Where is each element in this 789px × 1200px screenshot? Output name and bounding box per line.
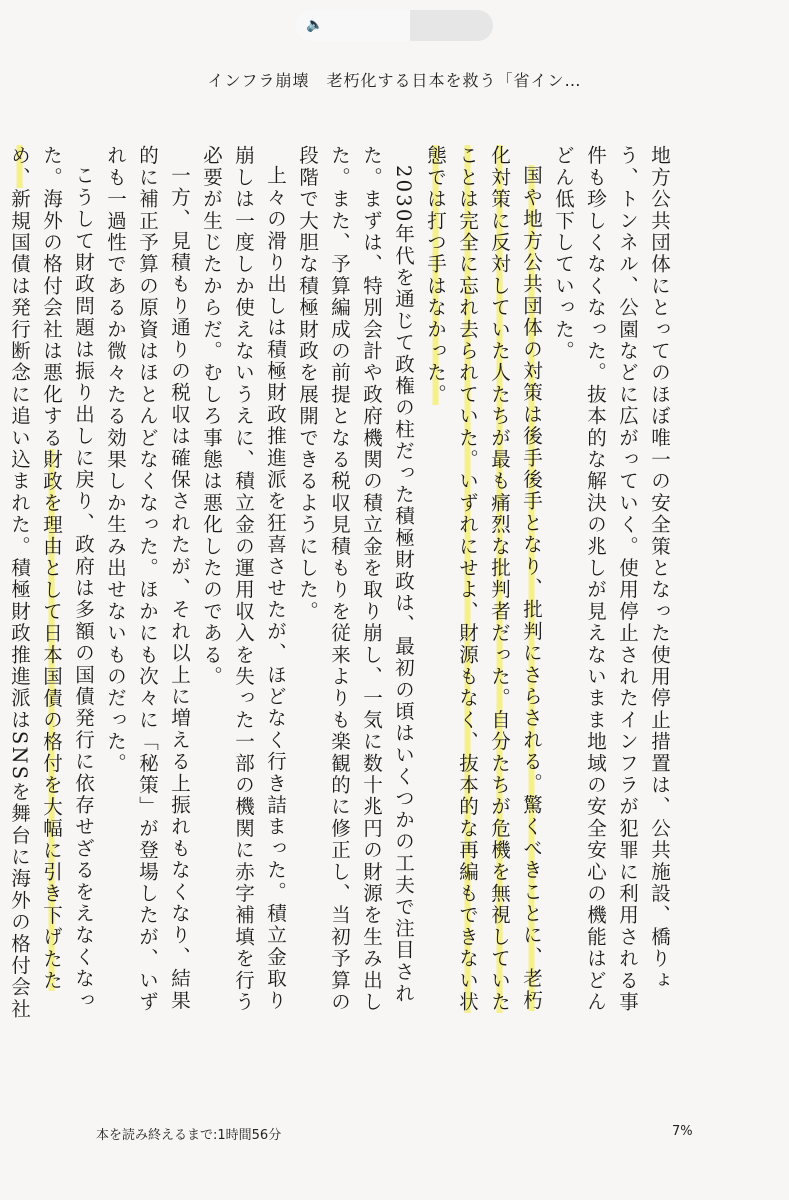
top-bar bbox=[0, 0, 789, 60]
paragraph-1: 地方公共団体にとってのほぼ唯一の安全策となった使用停止措置は、公共施設、橋りょう、トンネル、公園などに広がっていく。使用停止されたインフラが犯罪に利用される事件も珍しくなくなった。抜本的な解決の兆しが見えないまま地域の安全安心の機能はどんどん低下していった。 bbox=[552, 145, 671, 1013]
paragraph-6 bbox=[0, 145, 99, 1025]
reading-progress: 7% bbox=[672, 1124, 693, 1139]
paragraph-6-text: こうして財政問題は振り出しに戻り、政府は多額の国債発行に依存せざるをえなくなった。海外の格付会社は悪化する bbox=[40, 145, 95, 1011]
book-title: インフラ崩壊 老朽化する日本を救う「省イン… bbox=[207, 71, 582, 90]
highlighted-text[interactable]: 国や地方公共団体の対策は後手後手となり、批判にさらされる。驚くべきことに、老朽化対策に反対していた人たちが最も痛烈な批判者だった。自分たちが危機を無視していたことは完全に忘れ去られていた。いずれにせよ、財源もなく、抜本的な再編もできない状態では打つ手はなかった。 bbox=[424, 145, 543, 1013]
volume-slider[interactable] bbox=[295, 10, 493, 41]
page-text[interactable] bbox=[8, 145, 675, 1025]
speaker-icon: 🔈 bbox=[306, 17, 324, 33]
paragraph-2 bbox=[419, 145, 547, 1025]
paragraph-3: 2030年代を通じて政権の柱だった積極財政は、最初の頃はいくつかの工夫で注目された。まずは、特別会計や政府機関の積立金を取り崩し、一気に数十兆円の財源を生み出した。また、予算編成の前提となる税収見積もりを従来よりも楽観的に修正し、当初予算の段階で大胆な積極財政を展開できるようにした。 bbox=[296, 145, 415, 1014]
paragraph-6-rest: 新規国債は発行断念に追い込まれた。積極財政推進派はSNSを舞台に海外の格付会社 bbox=[8, 188, 31, 1020]
reading-time-remaining: 本を読み終えるまで:1時間56分 bbox=[96, 1128, 282, 1143]
highlighted-text-2[interactable]: 財政を理由として日本国債の格付を大幅に引き下げたため、 bbox=[8, 145, 63, 992]
paragraph-5: 一方、見積もり通りの税収は確保されたが、それ以上に増える上振れもなくなり、結果的に補正予算の原資はほとんどなくなった。ほかにも次々に「秘策」が登場したが、いずれも一過性であるか微々たる効果しか生み出せないものだった。 bbox=[104, 145, 191, 1013]
paragraph-4: 上々の滑り出しは積極財政推進派を狂喜させたが、ほどなく行き詰まった。積立金取り崩しは一度しか使えないうえに、積立金の運用収入を失った一部の機関に赤字補填を行う必要が生じたからだ。むしろ事態は悪化したのである。 bbox=[200, 145, 287, 1013]
